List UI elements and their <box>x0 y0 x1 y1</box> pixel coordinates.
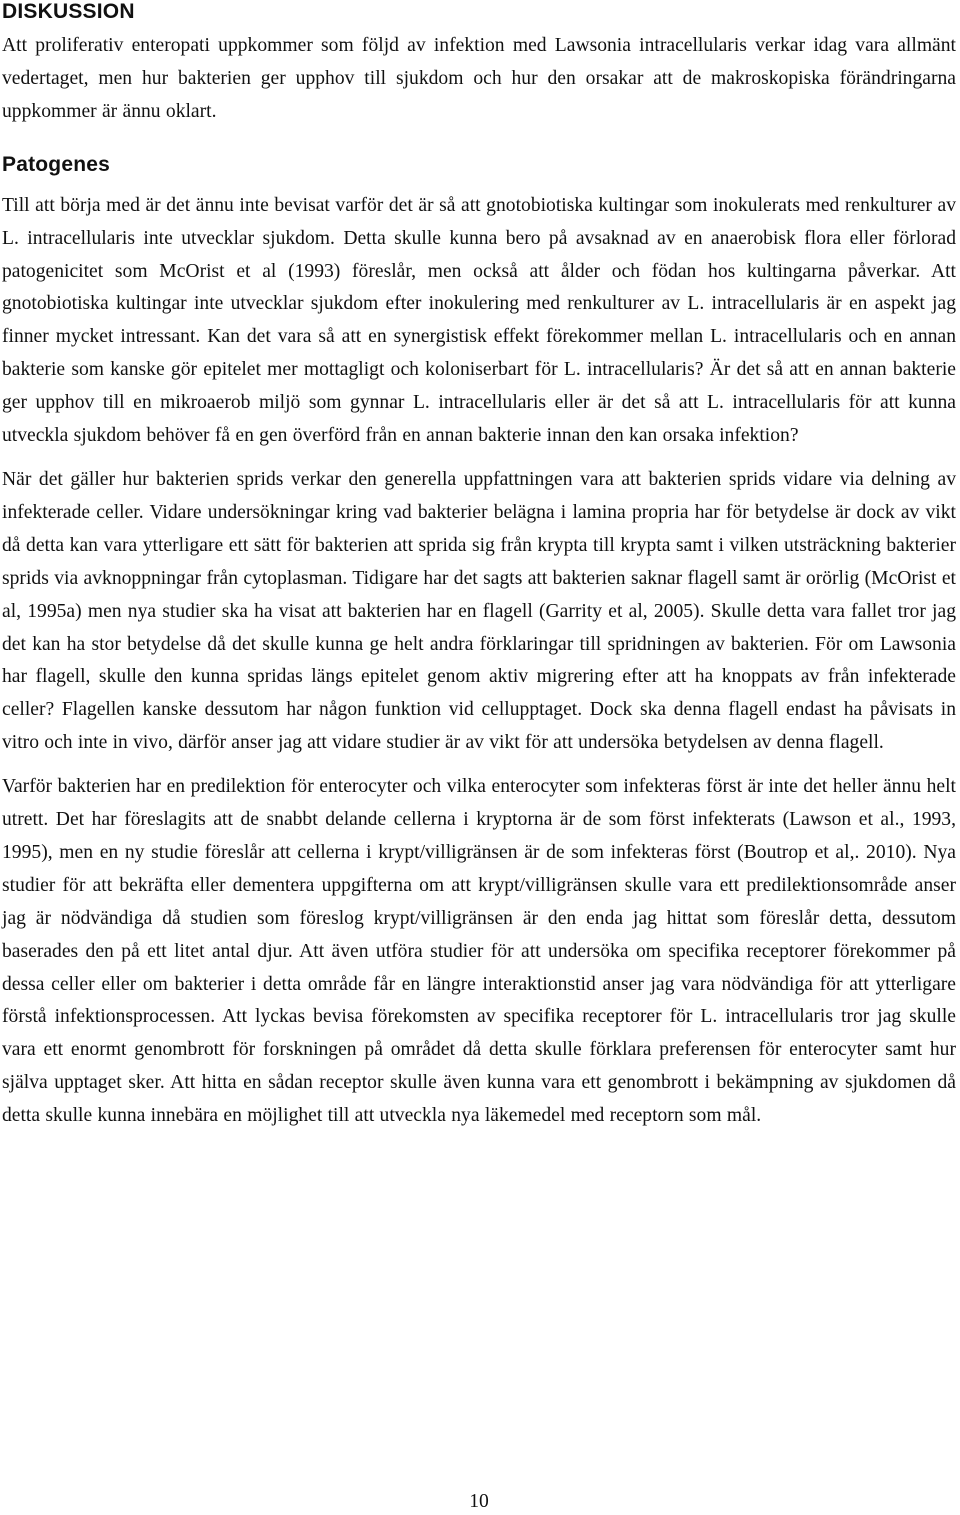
subsection-title: Patogenes <box>2 152 110 176</box>
page-number: 10 <box>469 1491 489 1512</box>
section-title: DISKUSSION <box>2 0 135 23</box>
paragraph-spread: När det gäller hur bakterien sprids verkar den generella uppfattningen vara att bakterien sprids vidare via delning av infekterade celler. Vidare undersökningar kring vad bakterier belägna i lamina propria har för betydelse är dock av vikt då detta kan vara ytterligare ett sätt för bakterien att sprida sig från krypta till krypta samt i vilken utsträckning bakterier sprids via avknoppningar från cytoplasman. Tidigare har det sagts att bakterien saknar flagell samt är orörlig (McOrist et al, 1995a) men nya studier ska ha visat att bakterien har en flagell (Garrity et al, 2005). Skulle detta vara fallet tror jag det kan ha stor betydelse då det skulle kunna ge helt andra förklaringar till spridningen av bakterien. För om Lawsonia har flagell, skulle den kunna spridas längs epitelet genom aktiv migrering efter att ha knoppats av från infekterade celler? Flagellen kanske dessutom har någon funktion vid cellupptaget. Dock ska denna flagell endast ha påvisats in vitro och inte in vivo, därför anser jag att vidare studier är av vikt för att undersöka betydelsen av denna flagell. <box>2 468 956 754</box>
paragraph-predilection: Varför bakterien har en predilektion för enterocyter och vilka enterocyter som infekteras först är inte det heller ännu helt utrett. Det har föreslagits att de snabbt delande cellerna i kryptorna är de som först infekterats (Lawson et al., 1993, 1995), men en ny studie föreslår att cellerna i krypt/villigränsen är de som infekteras först (Boutrop et al,. 2010). Nya studier för att bekräfta eller dementera uppgifterna om att krypt/villigränsen skulle vara ett predilektionsområde anser jag är nödvändiga då studien som föreslog krypt/villigränsen är den enda jag hittat som föreslår detta, dessutom baserades den på ett litet antal djur. Att även utföra studier för att undersöka om specifika receptorer förekommer på dessa celler eller om bakterier i detta område får en längre interaktionstid anser jag vara nödvändiga för att ytterligare förstå infektionsprocessen. Att lyckas bevisa förekomsten av specifika receptorer för L. intracellularis tror jag skulle vara ett enormt genombrott för forskningen på området då detta skulle förklara preferensen för enterocyter samt hur själva upptaget sker. Att hitta en sådan receptor skulle även kunna vara ett genombrott i bekämpning av sjukdomen då detta skulle kunna innebära en möjlighet till att utveckla nya läkemedel med receptorn som mål. <box>2 776 956 1127</box>
intro-paragraph: Att proliferativ enteropati uppkommer som följd av infektion med Lawsonia intracellularis verkar idag vara allmänt vedertaget, men hur bakterien ger upphov till sjukdom och hur den orsakar att de makroskopiska förändringarna uppkommer är ännu oklart. <box>2 35 956 122</box>
paragraph-pathogenesis: Till att börja med är det ännu inte bevisat varför det är så att gnotobiotiska kultingar som inokulerats med renkulturer av L. intracellularis inte utvecklar sjukdom. Detta skulle kunna bero på avsaknad av en anaerobisk flora eller förlorad patogenicitet som McOrist et al (1993) föreslår, men också att ålder och födan hos kultingarna påverkar. Att gnotobiotiska kultingar inte utvecklar sjukdom efter inokulering med renkulturer av L. intracellularis är en aspekt jag finner mycket intressant. Kan det vara så att en synergistisk effekt förekommer mellan L. intracellularis och en annan bakterie som kanske gör epitelet mer mottagligt och koloniserbart för L. intracellularis? Är det så att en annan bakterie ger upphov till en mikroaerob miljö som gynnar L. intracellularis eller är det så att L. intracellularis för att kunna utveckla sjukdom behöver få en gen överförd från en annan bakterie innan den kan orsaka infektion? <box>2 194 956 447</box>
